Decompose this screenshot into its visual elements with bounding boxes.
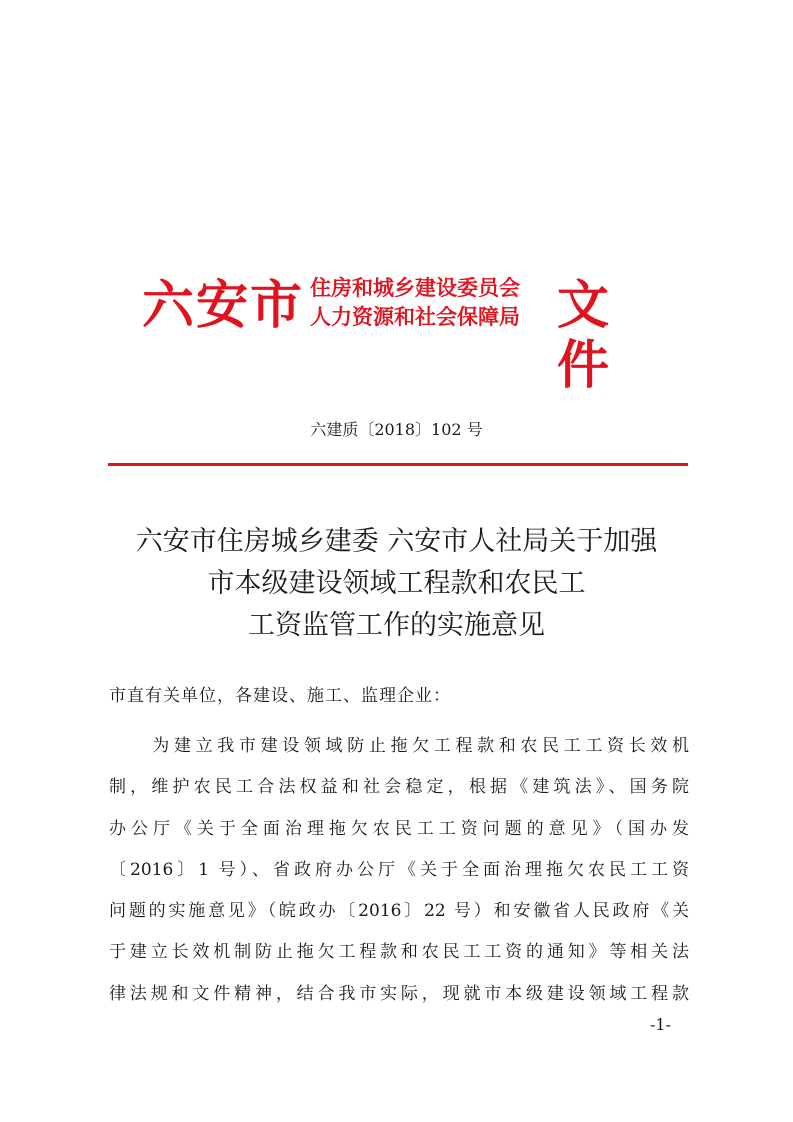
document-number: 六建质〔2018〕102 号 (310, 420, 483, 439)
title-line: 六安市住房城乡建委 六安市人社局关于加强 (135, 526, 658, 557)
masthead-org-hr: 人力资源和社会保障局 (310, 305, 520, 329)
page-number: -1- (650, 1015, 671, 1034)
masthead-issuing-organizations (310, 274, 560, 332)
body-line: 办公厅《关于全面治理拖欠农民工工资问题的意见》（国办发 (109, 818, 689, 839)
body-paragraph (109, 726, 689, 1015)
body-line: 于建立长效机制防止拖欠工程款和农民工工资的通知》等相关法 (109, 942, 689, 963)
document-title (0, 521, 793, 647)
red-divider-line (108, 463, 688, 466)
body-line: 为建立我市建设领域防止拖欠工程款和农民工工资长效机 (109, 736, 689, 756)
body-line: 〔2016〕1 号）、省政府办公厅《关于全面治理拖欠农民工工资 (109, 859, 689, 880)
masthead-org-housing: 住房和城乡建设委员会 (310, 276, 520, 300)
title-line: 工资监管工作的实施意见 (248, 610, 545, 641)
body-line: 制，维护农民工合法权益和社会稳定，根据《建筑法》、国务院 (109, 777, 689, 798)
body-line: 律法规和文件精神，结合我市实际，现就市本级建设领域工程款 (109, 983, 689, 1004)
red-masthead (142, 268, 662, 396)
salutation: 市直有关单位，各建设、施工、监理企业： (109, 686, 451, 706)
body-line: 问题的实施意见》（皖政办〔2016〕22 号）和安徽省人民政府《关 (109, 901, 689, 922)
masthead-document-word: 文件 (557, 276, 612, 396)
title-line: 市本级建设领域工程款和农民工 (207, 568, 586, 599)
masthead-city: 六安市 (142, 276, 305, 336)
